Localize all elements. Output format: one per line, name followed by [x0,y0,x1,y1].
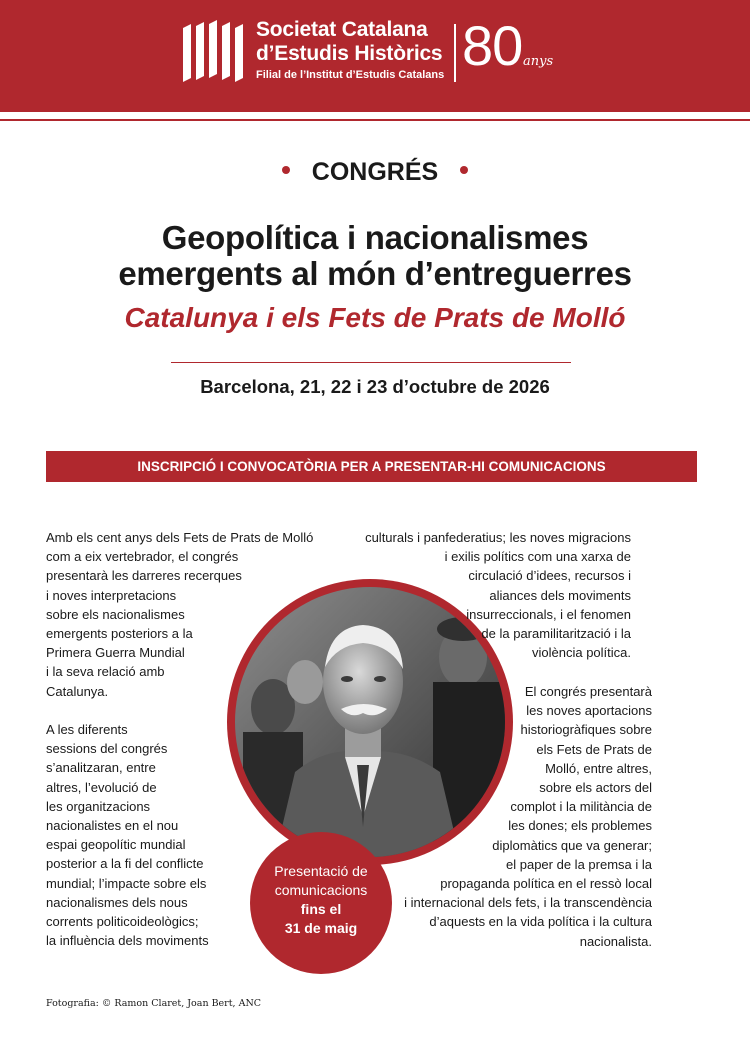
photo-credit: Fotografia: © Ramon Claret, Joan Bert, ANC [46,998,262,1009]
title-line: Geopolítica i nacionalismes [161,219,589,256]
text-line: diplomàtics que va generar; [492,837,652,853]
organization-name [256,18,444,83]
text-line: emergents posteriors a la [46,626,193,642]
deadline-line: fins el [300,901,342,917]
header-rule [0,119,750,121]
text-line: insurreccionals, i el fenomen [466,606,631,622]
text-line: nacionalismes dels nous [46,894,188,910]
text-line: posterior a la fi del conflicte [46,856,204,872]
bullet-dot-icon [282,166,290,174]
deadline-badge [250,832,392,974]
text-line: sessions del congrés [46,741,168,757]
text-line: Primera Guerra Mundial [46,645,185,661]
text-line: aliances dels moviments [489,587,631,603]
text-line: i internacional dels fets, i la transcendència [404,895,652,911]
text-line: mundial; l’impacte sobre els [46,875,207,891]
bullet-dot-icon [460,166,468,174]
text-line: propaganda política en el ressò local [440,876,652,892]
text-line: com a eix vertebrador, el congrés [46,549,239,565]
contributions-paragraph [380,682,652,951]
text-line: espai geopolític mundial [46,837,186,853]
sceh-logo-icon [183,20,245,82]
text-line: culturals i panfederatius; les noves migracions [365,530,631,545]
text-line: altres, l’evolució de [46,779,157,795]
title-line: emergents al món d’entreguerres [118,255,632,292]
text-line: les dones; els problemes [508,818,652,834]
text-line: d’aquests en la vida política i la cultura [429,914,652,930]
intro-paragraph [46,528,313,701]
text-line: i exilis polítics com una xarxa de [444,549,631,565]
text-line: A les diferents [46,722,128,737]
text-line: nacionalistes en el nou [46,818,179,834]
deadline-date: 31 de maig [284,920,358,936]
anniversary-word: anys [523,54,554,69]
text-line: s’analitzaran, entre [46,760,156,776]
header-band [0,0,750,112]
org-name-line2: d’Estudis Històrics [256,42,443,65]
call-for-papers-banner: INSCRIPCIÓ I CONVOCATÒRIA PER A PRESENTAR-HI COMUNICACIONS [46,451,697,482]
text-line: Amb els cent anys dels Fets de Prats de Molló [46,530,314,545]
text-line: corrents politicoideològics; [46,914,199,930]
text-line: i noves interpretacions [46,587,177,603]
header-divider [454,24,456,82]
text-line: violència política. [532,645,631,661]
sessions-paragraph [46,720,209,950]
event-type-text: CONGRÉS [311,158,439,186]
text-line: els Fets de Prats de [536,741,652,757]
page-subtitle: Catalunya i els Fets de Prats de Molló [124,302,626,333]
org-affiliation: Filial de l’Institut d’Estudis Catalans [256,69,445,81]
deadline-line: Presentació de [274,863,368,879]
anniversary-number: 80 [462,14,523,77]
text-line: nacionalista. [579,933,652,949]
text-line: la influència dels moviments [46,933,209,949]
text-line: presentarà les darreres recerques [46,568,242,584]
text-line: sobre els nacionalismes [46,606,185,622]
text-line: historiogràfiques sobre [520,722,652,738]
deadline-line: comunicacions [274,882,368,898]
event-type-label [0,158,750,187]
text-line: circulació d’idees, recursos i [468,568,631,584]
text-line: sobre els actors del [539,780,652,796]
text-line: El congrés presentarà [524,684,652,699]
org-name-line1: Societat Catalana [256,18,428,41]
date-place: Barcelona, 21, 22 i 23 d’octubre de 2026 [200,376,550,397]
themes-paragraph [360,528,631,662]
text-line: el paper de la premsa i la [506,856,652,872]
title-divider [171,362,571,363]
text-line: les organitzacions [46,798,151,814]
text-line: les noves aportacions [526,703,652,719]
deadline-text [250,862,392,938]
text-line: Molló, entre altres, [545,760,652,776]
text-line: complot i la militància de [510,799,652,815]
page-title [0,220,750,292]
text-line: Catalunya. [46,683,109,699]
text-line: de la paramilitarització i la [481,626,631,642]
text-line: i la seva relació amb [46,664,165,680]
